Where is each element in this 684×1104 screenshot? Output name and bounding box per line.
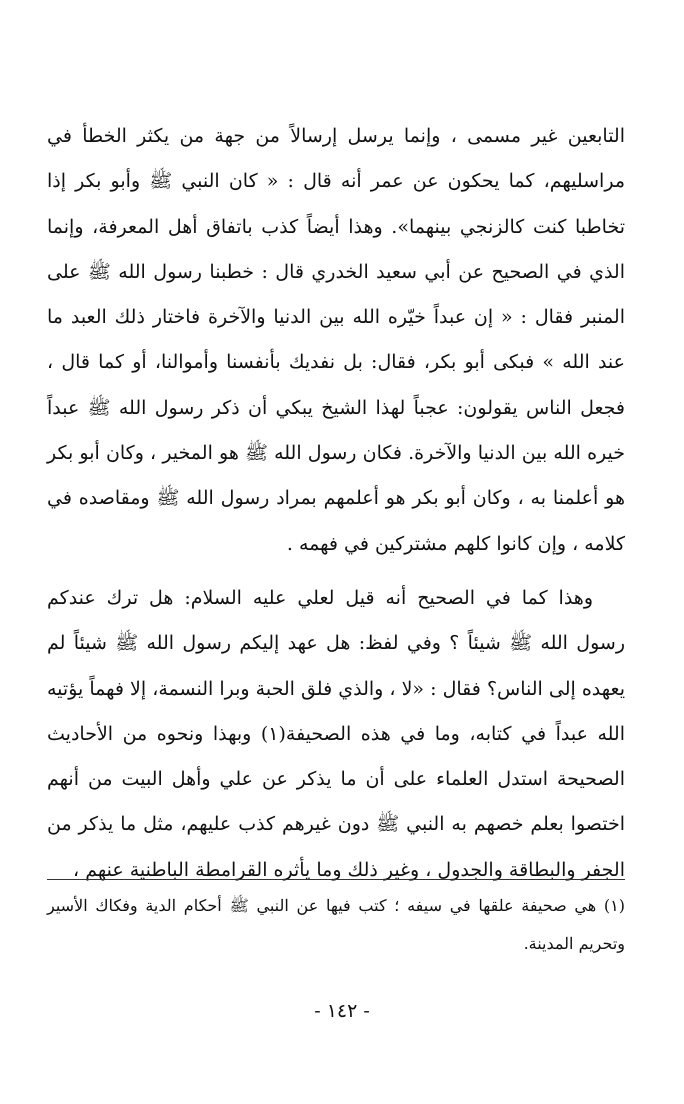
footnote-divider [47,879,625,880]
footnote: (١) هي صحيفة علقها في سيفه ؛ كتب فيها عن النبي ﷺ أحكام الدية وفكاك الأسير وتحريم المدينة. [47,896,625,953]
paragraph-1: التابعين غير مسمى ، وإنما يرسل إرسالاً من جهة من يكثر الخطأ في مراسليهم، كما يحكون عن عمر أنه قال : « كان النبي ﷺ وأبو بكر إذا تخاطبا كنت كالزنجي بينهما». وهذا أيضاً كذب باتفاق أهل المعرفة، وإنما الذي في الصحيح عن أبي سعيد الخدري قال : خطبنا رسول الله ﷺ على المنبر فقال : « إن عبداً خيّره الله بين الدنيا والآخرة فاختار ذلك العبد ما عند الله » فبكى أبو بكر، فقال: بل نفديك بأنفسنا وأموالنا، أو كما قال ، فجعل الناس يقولون: عجباً لهذا الشيخ يبكي أن ذكر رسول الله ﷺ عبداً خيره الله بين الدنيا والآخرة. فكان رسول الله ﷺ هو المخير ، وكان أبو بكر هو أعلمنا به ، وكان أبو بكر هو أعلمهم بمراد رسول الله ﷺ ومقاصده في كلامه ، وإن كانوا كلهم مشتركين في فهمه . [47,125,625,555]
page-number: - ١٤٢ - [314,1000,370,1022]
main-text [47,114,625,893]
paragraph-2: وهذا كما في الصحيح أنه قيل لعلي عليه السلام: هل ترك عندكم رسول الله ﷺ شيئاً ؟ وفي لفظ: هل عهد إليكم رسول الله ﷺ شيئاً لم يعهده إلى الناس؟ فقال : «لا ، والذي فلق الحبة وبرا النسمة، إلا فهماً يؤتيه الله عبداً في كتابه، وما في هذه الصحيفة(١) وبهذا ونحوه من الأحاديث الصحيحة استدل العلماء على أن ما يذكر عن علي وأهل البيت من أنهم اختصوا بعلم خصهم به النبي ﷺ دون غيرهم كذب عليهم، مثل ما يذكر من الجفر والبطاقة والجدول ، وغير ذلك وما يأثره القرامطة الباطنية عنهم ، [47,586,625,881]
